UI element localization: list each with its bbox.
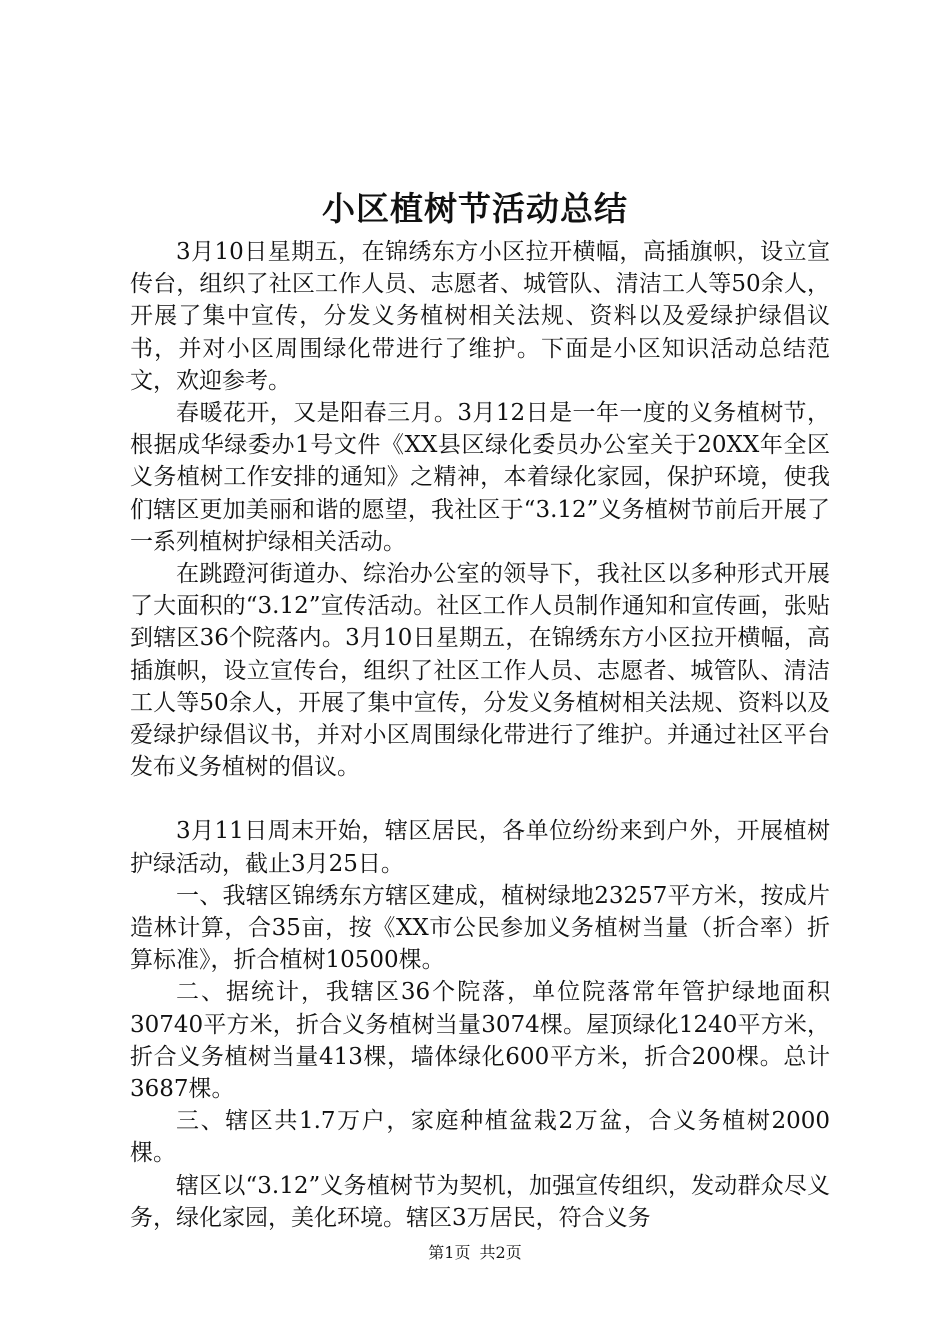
paragraph: 春暖花开，又是阳春三月。3月12日是一年一度的义务植树节，根据成华绿委办1号文件《XX县区绿化委员办公室关于20XX年全区义务植树工作安排的通知》之精神，本着绿化家园，保护环境，使我们辖区更加美丽和谐的愿望，我社区于“3.12”义务植树节前后开展了一系列植树护绿相关活动。 (130, 400, 830, 555)
paragraph: 二、据统计，我辖区36个院落，单位院落常年管护绿地面积30740平方米，折合义务植树当量3074棵。屋顶绿化1240平方米，折合义务植树当量413棵，墙体绿化600平方米，折合200棵。总计3687棵。 (130, 979, 830, 1103)
paragraph: 辖区以“3.12”义务植树节为契机，加强宣传组织，发动群众尽义务，绿化家园，美化环境。辖区3万居民，符合义务 (130, 1172, 830, 1231)
paragraph: 三、辖区共1.7万户，家庭种植盆栽2万盆，合义务植树2000棵。 (130, 1108, 830, 1167)
paragraph: 3月11日周末开始，辖区居民，各单位纷纷来到户外，开展植树护绿活动，截止3月25日。 (130, 818, 830, 877)
page-footer (0, 1242, 950, 1264)
paragraph: 在跳蹬河街道办、综治办公室的领导下，我社区以多种形式开展了大面积的“3.12”宣传活动。社区工作人员制作通知和宣传画，张贴到辖区36个院落内。3月10日星期五，在锦绣东方小区拉开横幅，高插旗帜，设立宣传台，组织了社区工作人员、志愿者、城管队、清洁工人等50余人，开展了集中宣传，分发义务植树相关法规、资料以及爱绿护绿倡议书，并对小区周围绿化带进行了维护。并通过社区平台发布义务植树的倡议。 (130, 561, 830, 781)
page-number-current: 第1页 (428, 1243, 471, 1262)
paragraph: 一、我辖区锦绣东方辖区建成，植树绿地23257平方米，按成片造林计算，合35亩，按《XX市公民参加义务植树当量（折合率）折算标准》，折合植树10500棵。 (130, 882, 830, 974)
page-number-total: 共2页 (479, 1243, 522, 1262)
document-title: 小区植树节活动总结 (322, 189, 628, 228)
paragraph: 3月10日星期五，在锦绣东方小区拉开横幅，高插旗帜，设立宣传台，组织了社区工作人员、志愿者、城管队、清洁工人等50余人，开展了集中宣传，分发义务植树相关法规、资料以及爱绿护绿倡议书，并对小区周围绿化带进行了维护。下面是小区知识活动总结范文，欢迎参考。 (130, 239, 830, 394)
document-body (130, 236, 830, 1234)
